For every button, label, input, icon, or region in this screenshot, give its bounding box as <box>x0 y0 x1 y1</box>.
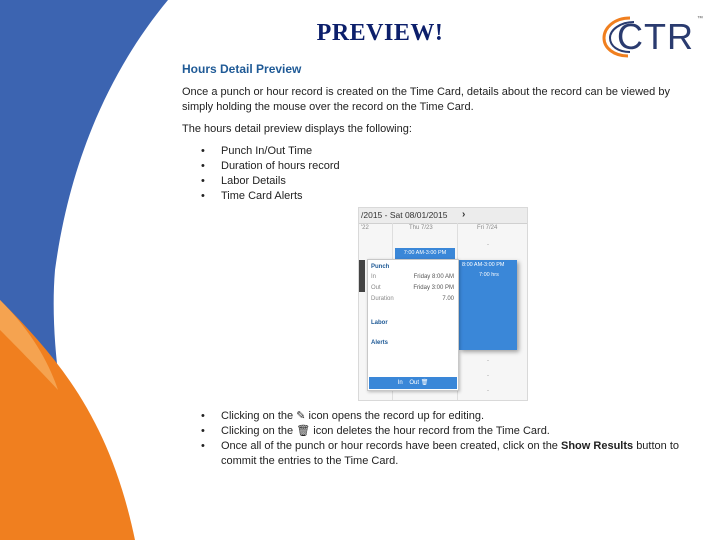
in-value: Friday 8:00 AM <box>413 274 454 280</box>
date-range: /2015 - Sat 08/01/2015 <box>361 210 448 220</box>
list-intro: The hours detail preview displays the following: <box>182 123 412 135</box>
punch-label: Punch <box>371 264 390 270</box>
hour-record-card[interactable] <box>459 260 517 350</box>
hours-detail-preview-popup <box>367 259 459 391</box>
in-label: In <box>371 274 377 280</box>
alerts-label: Alerts <box>371 340 389 346</box>
detail-list <box>182 144 682 204</box>
document-body <box>182 62 682 204</box>
intro-paragraph: Once a punch or hour record is created on the Time Card, details about the record can be viewed by simply holding the mouse over the record on the Time Card. <box>182 86 670 113</box>
section-heading: Hours Detail Preview <box>182 62 302 76</box>
list-item: • Duration of hours record <box>221 159 682 174</box>
list-item: • Time Card Alerts <box>221 189 682 204</box>
instructions-list <box>182 409 682 469</box>
hour-record-tab[interactable]: 7:00 AM-3:00 PM <box>395 248 455 259</box>
logo-text: CTR <box>617 16 694 57</box>
duration-label: Duration <box>371 296 394 302</box>
card-time: 8:00 AM-3:00 PM <box>462 262 505 268</box>
list-item: • Labor Details <box>221 174 682 189</box>
out-button[interactable]: Out <box>409 380 420 386</box>
show-results-label: Show Results <box>561 440 634 452</box>
day-header: Fri 7/24 <box>477 225 498 231</box>
chevron-right-icon[interactable]: › <box>462 209 466 220</box>
time-card-screenshot <box>358 207 528 401</box>
empty-dash: - <box>487 358 489 364</box>
trash-icon[interactable]: 🗑 <box>420 380 429 386</box>
list-item: • Punch In/Out Time <box>221 144 682 159</box>
out-label: Out <box>371 285 381 291</box>
trash-icon: 🗑 <box>296 425 311 437</box>
instruction-bullets <box>182 409 682 469</box>
left-strip <box>359 260 365 292</box>
list-item: • Once all of the punch or hour records have been created, click on the Show Results button to commit the entries to the Time Card. <box>221 439 682 469</box>
duration-value: 7.00 <box>442 296 454 302</box>
card-hours: 7:00 hrs <box>479 272 499 278</box>
popup-footer <box>369 377 457 389</box>
day-header: Thu 7/23 <box>409 225 433 231</box>
list-item: • Clicking on the ✎ icon opens the record up for editing. <box>221 409 682 424</box>
calendar-header <box>359 208 527 224</box>
empty-dash: - <box>487 388 489 394</box>
empty-dash: - <box>487 242 489 248</box>
logo-trademark: ™ <box>697 16 703 22</box>
day-header: '22 <box>361 225 369 231</box>
list-item: • Clicking on the 🗑 icon deletes the hour record from the Time Card. <box>221 424 682 439</box>
empty-dash: - <box>487 373 489 379</box>
slide-title: PREVIEW! <box>316 20 444 46</box>
labor-label: Labor <box>371 320 388 326</box>
edit-icon: ✎ <box>296 410 306 422</box>
out-value: Friday 3:00 PM <box>413 285 454 291</box>
in-button[interactable]: In <box>397 380 403 386</box>
